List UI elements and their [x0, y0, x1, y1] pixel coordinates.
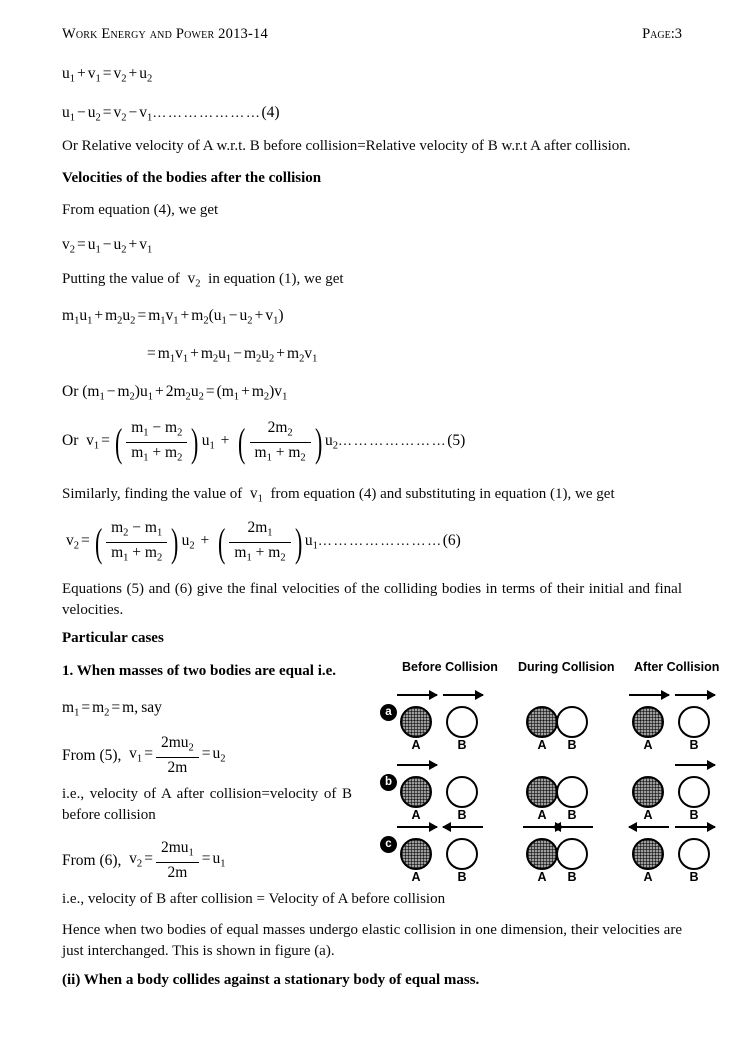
equation-from-6: From (6), $v_2$ = $\frac{2mu_1}{2m}$ = $u_1$ — [62, 839, 226, 882]
ball-a-icon — [526, 706, 558, 738]
header-title: Work Energy and Power 2013-14 — [62, 26, 268, 42]
equation-momentum-expanded: $m_1u_1 + m_2u_2 = m_1v_1 + m_2(u_1 - u_2 + v_1)$ — [62, 307, 284, 327]
figure-cell-c-1 — [394, 820, 490, 882]
ie-velocity-b-text: i.e., velocity of B after collision = Velocity of A before collision — [62, 891, 446, 907]
equation-u1-plus-v1: $u_1 + v_1 = v_2 + u_2$ — [62, 65, 153, 85]
header-page-number: Page:3 — [642, 26, 682, 42]
equation-6-number: (6) — [442, 532, 461, 550]
ball-b-icon — [446, 776, 478, 808]
ball-a-icon — [632, 706, 664, 738]
ball-a-icon — [526, 776, 558, 808]
figure-cell-b-2 — [510, 758, 606, 820]
ball-b-label: B — [567, 738, 577, 752]
arrow-a-right-icon — [397, 759, 437, 770]
arrow-b-right-icon — [675, 759, 715, 770]
arrow-a-right-icon — [397, 689, 437, 700]
from-equation-4-text: From equation (4), we get — [62, 202, 219, 218]
page-header — [62, 26, 682, 46]
arrow-b-right-icon — [675, 821, 715, 832]
equation-4-number: (4) — [261, 104, 280, 121]
ball-b-label: B — [567, 808, 577, 822]
figure-cell-b-3 — [626, 758, 722, 820]
figure-column-header-before: Before Collision — [402, 660, 498, 674]
equation-5: Or $v_1$ = ( $\frac{m_1 - m_2}{m_1 + m_2}$ ) $u_1$ + ( $\frac{2m_2}{m_1 + m_2}$ ) $u_2\dots\dots\dots\dots\dots\dots\dots(5)$ — [62, 419, 466, 466]
from-5-label: From (5), — [62, 747, 122, 765]
equation-5-number: (5) — [447, 432, 466, 450]
figure-column-header-after: After Collision — [634, 660, 720, 674]
ball-a-label: A — [643, 870, 653, 884]
ball-b-label: B — [457, 870, 467, 884]
figure-cell-c-2 — [510, 820, 606, 882]
hence-paragraph: Hence when two bodies of equal masses undergo elastic collision in one dimension, their velocities are just interchanged. This is shown in figure (a). — [62, 922, 682, 959]
arrow-b-right-icon — [443, 689, 483, 700]
figure-cell-a-2 — [510, 688, 606, 750]
ball-a-label: A — [643, 738, 653, 752]
putting-value-suffix: in equation (1), we get — [208, 271, 344, 287]
similarly-prefix: Similarly, finding the value of — [62, 486, 243, 502]
ball-a-icon — [400, 706, 432, 738]
ball-b-label: B — [689, 870, 699, 884]
equation-masses-equal: $m_1 = m_2 = m$, say — [62, 699, 162, 719]
ball-b-label: B — [567, 870, 577, 884]
equation-momentum-expanded-2: = $m_1v_1 + m_2u_1 - m_2u_2 + m_2v_1$ — [147, 345, 318, 365]
ball-a-icon — [400, 838, 432, 870]
figure-cell-c-3 — [626, 820, 722, 882]
figure-cell-b-1 — [394, 758, 490, 820]
ball-b-label: B — [457, 808, 467, 822]
ball-b-icon — [446, 838, 478, 870]
equation-collected-terms: Or $(m_1 - m_2)u_1 + 2m_2u_2 = (m_1 + m_2)v_1$ — [62, 383, 288, 403]
relative-velocity-statement: Or Relative velocity of A w.r.t. B before collision=Relative velocity of B w.r.t A after collision. — [62, 138, 631, 154]
similarly-text: Similarly, finding the value of $v_1$ from equation (4) and substituting in equation (1), we get — [62, 485, 615, 505]
ball-a-label: A — [537, 870, 547, 884]
heading-case-ii: (ii) When a body collides against a stationary body of equal mass. — [62, 972, 480, 988]
ball-a-label: A — [411, 808, 421, 822]
arrow-b-left-icon — [553, 821, 593, 832]
ball-a-icon — [400, 776, 432, 808]
figure-cell-a-1 — [394, 688, 490, 750]
ie-velocity-a-text: i.e., velocity of A after collision=velocity of B before collision — [62, 786, 352, 823]
heading-particular-cases: Particular cases — [62, 630, 164, 646]
equation-v2-substitution: $v_2 = u_1 - u_2 + v_1$ — [62, 236, 153, 256]
ball-a-label: A — [411, 738, 421, 752]
ball-b-icon — [678, 776, 710, 808]
equation-6: $v_2$ = ( $\frac{m_2 - m_1}{m_1 + m_2}$ ) $u_2$ + ( $\frac{2m_1}{m_1 + m_2}$ ) $u_1\dots\dots\dots\dots\dots\dots\dots\dots(6)$ — [66, 519, 461, 566]
ball-b-icon — [678, 706, 710, 738]
ball-b-label: B — [457, 738, 467, 752]
equations-give-paragraph: Equations (5) and (6) give the final velocities of the colliding bodies in terms of their initial and final velocities. — [62, 581, 682, 618]
figure-row-badge-a: a — [380, 704, 397, 721]
ball-a-icon — [526, 838, 558, 870]
ball-a-icon — [632, 838, 664, 870]
putting-value-text: Putting the value of $v_2$ in equation (1), we get — [62, 270, 344, 290]
heading-velocities-after-collision: Velocities of the bodies after the collision — [62, 170, 322, 186]
ball-b-icon — [556, 706, 588, 738]
heading-case-1: 1. When masses of two bodies are equal i.e. — [62, 663, 337, 679]
putting-value-prefix: Putting the value of — [62, 271, 180, 287]
arrow-a-right-icon — [397, 821, 437, 832]
ball-a-label: A — [411, 870, 421, 884]
ball-b-icon — [446, 706, 478, 738]
collision-figure — [380, 660, 720, 884]
ball-a-icon — [632, 776, 664, 808]
ball-a-label: A — [537, 738, 547, 752]
ball-a-label: A — [537, 808, 547, 822]
ball-b-icon — [556, 838, 588, 870]
figure-column-header-during: During Collision — [518, 660, 615, 674]
ball-b-label: B — [689, 738, 699, 752]
ball-b-label: B — [689, 808, 699, 822]
equation-from-5: From (5), $v_1$ = $\frac{2mu_2}{2m}$ = $u_2$ — [62, 734, 226, 777]
arrow-b-left-icon — [443, 821, 483, 832]
from-6-label: From (6), — [62, 852, 122, 870]
ball-b-icon — [678, 838, 710, 870]
arrow-b-right-icon — [675, 689, 715, 700]
arrow-a-left-icon — [629, 821, 669, 832]
similarly-suffix: from equation (4) and substituting in equation (1), we get — [270, 486, 615, 502]
ball-a-label: A — [643, 808, 653, 822]
arrow-a-right-icon — [629, 689, 669, 700]
ball-b-icon — [556, 776, 588, 808]
equation-4: $u_1 - u_2 = v_2$ − $v_1\dots\dots\dots\dots\dots\dots\dots(4)$ — [62, 104, 280, 124]
figure-row-badge-b: b — [380, 774, 397, 791]
figure-cell-a-3 — [626, 688, 722, 750]
figure-row-badge-c: c — [380, 836, 397, 853]
